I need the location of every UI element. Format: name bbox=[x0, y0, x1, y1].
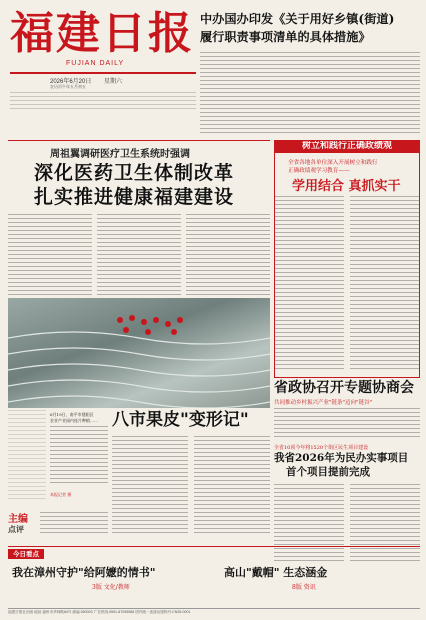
top-story-body bbox=[200, 52, 420, 136]
focus-sub: 点评 bbox=[8, 524, 24, 534]
focus-body bbox=[40, 512, 108, 536]
cppcc-headline: 省政协召开专题协商会 bbox=[274, 380, 414, 396]
teaser-link-2[interactable] bbox=[220, 564, 420, 600]
masthead bbox=[8, 6, 198, 116]
fruit-body-col-2 bbox=[194, 436, 270, 536]
teaser-link-1[interactable] bbox=[8, 564, 208, 600]
livelihood-headline-2: 首个项目提前完成 bbox=[286, 466, 370, 478]
special-box bbox=[274, 140, 420, 378]
cppcc-sub: 共同推动乡村振兴产业"链条"迈向"链谷" bbox=[274, 400, 373, 406]
photo-credit: 本报记者 摄 bbox=[50, 492, 72, 497]
issue-lunar: 农历丙午年五月初五 bbox=[50, 84, 86, 89]
masthead-title: 福建日报 bbox=[10, 8, 194, 59]
teaser-1-page: 3版 文化/教师 bbox=[92, 584, 130, 591]
special-sub-1: 全省各地各单位深入开展树立和践行 bbox=[288, 160, 378, 166]
top-headline-2: 履行职责事项清单的具体措施》 bbox=[200, 30, 371, 44]
fruit-headline: 八市果皮"变形记" bbox=[112, 410, 249, 430]
photo-art bbox=[8, 298, 270, 408]
issue-date: 2026年6月20日 bbox=[50, 79, 92, 85]
lead-headline-2: 扎实推进健康福建建设 bbox=[34, 186, 235, 208]
special-box-border bbox=[274, 140, 420, 378]
masthead-pinyin: FUJIAN DAILY bbox=[66, 60, 125, 67]
footer-text: 福建日报社出版 地址:福州市华林路84号 邮编:350003 广告热线:0591-87095588 国内统一连续出版物号:CN35-0001 bbox=[8, 610, 191, 614]
feature-photo bbox=[8, 298, 270, 408]
issue-info bbox=[10, 92, 196, 112]
livelihood-kicker: 全省10项今年将1520个街区民生项目建设 bbox=[274, 445, 369, 451]
photo-caption-2: 农业产业园内连片种植…… bbox=[50, 418, 98, 423]
masthead-rule bbox=[10, 72, 196, 74]
photo-image bbox=[8, 298, 270, 408]
cppcc-body bbox=[274, 408, 420, 438]
footer bbox=[8, 608, 420, 618]
teasers bbox=[8, 546, 420, 606]
photo-caption-body bbox=[50, 426, 108, 486]
footer-rule bbox=[8, 608, 420, 609]
issue-weekday: 星期六 bbox=[104, 79, 123, 85]
special-headline: 学用结合 真抓实干 bbox=[292, 179, 401, 194]
lead-headline-1: 深化医药卫生体制改革 bbox=[34, 162, 235, 184]
livelihood-headline-1: 我省2026年为民办实事项目 bbox=[274, 452, 409, 464]
top-headline-1: 中办国办印发《关于用好乡镇(街道) bbox=[200, 12, 395, 26]
photo-caption-box bbox=[8, 410, 108, 506]
top-story bbox=[200, 8, 420, 138]
photo-caption-1: 6月19日，南平市建阳区 bbox=[50, 412, 94, 417]
teaser-1-title: 我在漳州守护"给阿嬷的情书" bbox=[12, 566, 156, 579]
special-banner: 树立和践行正确政绩观 bbox=[301, 141, 392, 151]
teasers-rule bbox=[8, 546, 420, 547]
special-sub-2: 正确政绩观学习教育—— bbox=[288, 168, 350, 174]
fruit-body-col-1 bbox=[112, 436, 188, 536]
teaser-2-page: 8版 资讯 bbox=[292, 584, 316, 591]
caption-image bbox=[8, 410, 46, 502]
focus-main: 主编 bbox=[8, 514, 28, 525]
teasers-label: 今日看点 bbox=[13, 550, 39, 558]
lead-kicker: 周祖翼调研医疗卫生系统时强调 bbox=[50, 149, 190, 160]
cppcc-story bbox=[274, 380, 420, 440]
focus-label bbox=[8, 510, 108, 540]
fruit-story bbox=[112, 410, 270, 540]
lead-top-rule bbox=[8, 140, 270, 141]
teaser-2-title: 高山"戴帽" 生态涵金 bbox=[224, 566, 328, 579]
